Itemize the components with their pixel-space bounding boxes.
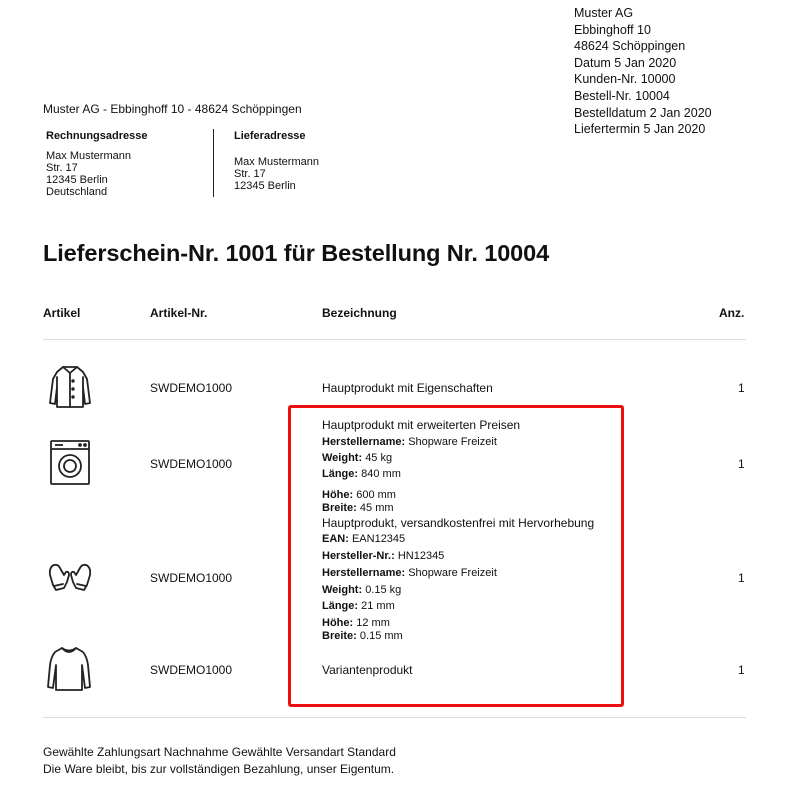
column-header-quantity: Anz. [719, 306, 745, 320]
product-name: Variantenprodukt [322, 663, 413, 677]
property-line: Länge: 21 mm [322, 600, 395, 612]
property-line: Breite: 45 mm [322, 502, 394, 514]
shipping-line: Max Mustermann [234, 156, 319, 168]
ownership-notice: Die Ware bleibt, bis zur vollständigen Bezahlung, unser Eigentum. [43, 762, 395, 776]
article-number: SWDEMO1000 [150, 571, 233, 585]
property-line: Höhe: 12 mm [322, 617, 390, 629]
delivery-date: Liefertermin 5 Jan 2020 [574, 122, 706, 137]
column-header-description: Bezeichnung [322, 306, 397, 320]
billing-line: Str. 17 [46, 162, 78, 174]
payment-shipping-info: Gewählte Zahlungsart Nachnahme Gewählte Versandart Standard [43, 745, 396, 759]
billing-line: Deutschland [46, 186, 108, 198]
billing-address [46, 130, 147, 198]
shipping-address [234, 130, 319, 192]
sender-address-line: Muster AG - Ebbinghoff 10 - 48624 Schöppingen [43, 102, 302, 116]
property-line: Weight: 45 kg [322, 452, 393, 464]
document-date: Datum 5 Jan 2020 [574, 55, 677, 70]
property-line: Länge: 840 mm [322, 468, 401, 480]
company-info [574, 5, 712, 138]
billing-line: Max Mustermann [46, 150, 131, 162]
jacket-icon [46, 363, 94, 411]
product-name: Hauptprodukt, versandkostenfrei mit Hervorhebung [322, 516, 595, 530]
order-date: Bestelldatum 2 Jan 2020 [574, 105, 712, 120]
mittens-icon [46, 555, 94, 603]
billing-line: 12345 Berlin [46, 174, 108, 186]
company-name: Muster AG [574, 6, 634, 20]
address-divider [213, 129, 214, 197]
longsleeve-shirt-icon [45, 645, 93, 693]
table-top-rule [43, 339, 746, 340]
article-number: SWDEMO1000 [150, 381, 233, 395]
quantity: 1 [738, 663, 745, 677]
company-street: Ebbinghoff 10 [574, 22, 651, 37]
customer-number: Kunden-Nr. 10000 [574, 72, 676, 87]
property-line: EAN: EAN12345 [322, 533, 406, 545]
quantity: 1 [738, 457, 745, 471]
company-city: 48624 Schöppingen [574, 39, 686, 54]
table-bottom-rule [43, 717, 746, 718]
order-number: Bestell-Nr. 10004 [574, 88, 670, 103]
shipping-line: Str. 17 [234, 168, 266, 180]
washing-machine-icon [46, 438, 94, 486]
property-line: Breite: 0.15 mm [322, 630, 403, 642]
shipping-address-heading: Lieferadresse [234, 130, 306, 142]
quantity: 1 [738, 571, 745, 585]
product-name: Hauptprodukt mit Eigenschaften [322, 381, 493, 395]
property-line: Höhe: 600 mm [322, 489, 396, 501]
highlight-box [288, 405, 624, 707]
document-title: Lieferschein-Nr. 1001 für Bestellung Nr. 10004 [43, 240, 550, 266]
property-line: Weight: 0.15 kg [322, 584, 402, 596]
quantity: 1 [738, 381, 745, 395]
shipping-line: 12345 Berlin [234, 180, 296, 192]
article-number: SWDEMO1000 [150, 663, 233, 677]
column-header-article-no: Artikel-Nr. [150, 306, 208, 320]
billing-address-heading: Rechnungsadresse [46, 130, 148, 142]
property-line: Herstellername: Shopware Freizeit [322, 567, 497, 579]
property-line: Hersteller-Nr.: HN12345 [322, 550, 445, 562]
article-number: SWDEMO1000 [150, 457, 233, 471]
product-name: Hauptprodukt mit erweiterten Preisen [322, 418, 521, 432]
column-header-article: Artikel [43, 306, 81, 320]
property-line: Herstellername: Shopware Freizeit [322, 436, 497, 448]
